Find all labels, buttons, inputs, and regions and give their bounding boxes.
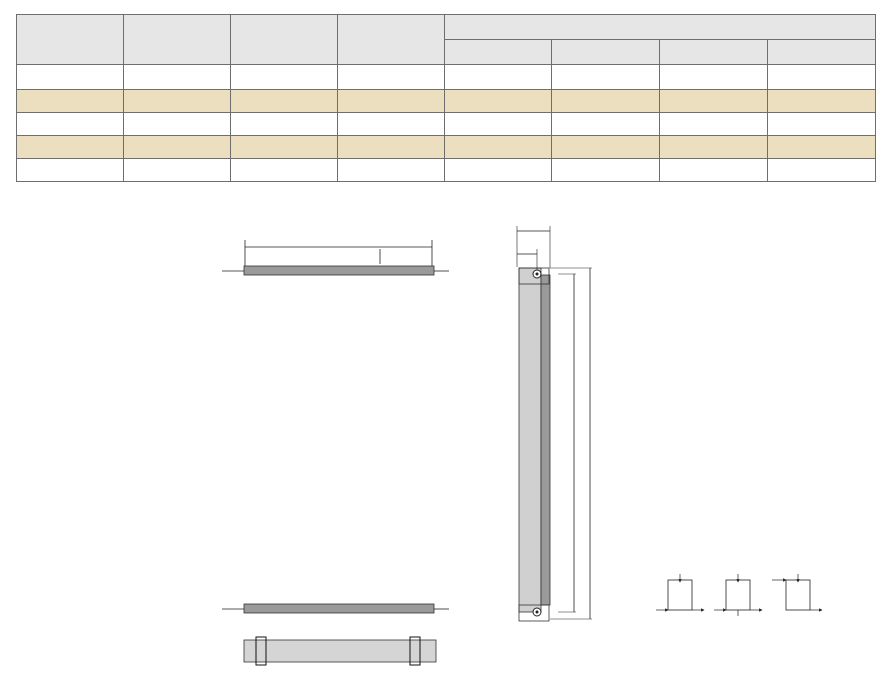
side-tube xyxy=(541,275,550,605)
hydraulic-connections xyxy=(656,574,822,616)
bottom-header-pipe xyxy=(244,604,434,613)
side-panel xyxy=(519,268,541,612)
top-header-pipe xyxy=(244,266,434,275)
hydraulic-diagram-3 xyxy=(772,574,822,610)
top-fitting-dot xyxy=(536,273,539,276)
side-view xyxy=(517,226,592,621)
hydraulic-diagram-2 xyxy=(714,574,762,616)
bottom-fitting-dot xyxy=(536,611,539,614)
top-view-strip xyxy=(244,640,436,662)
front-view xyxy=(222,240,449,665)
hydraulic-diagram-1 xyxy=(656,574,704,610)
